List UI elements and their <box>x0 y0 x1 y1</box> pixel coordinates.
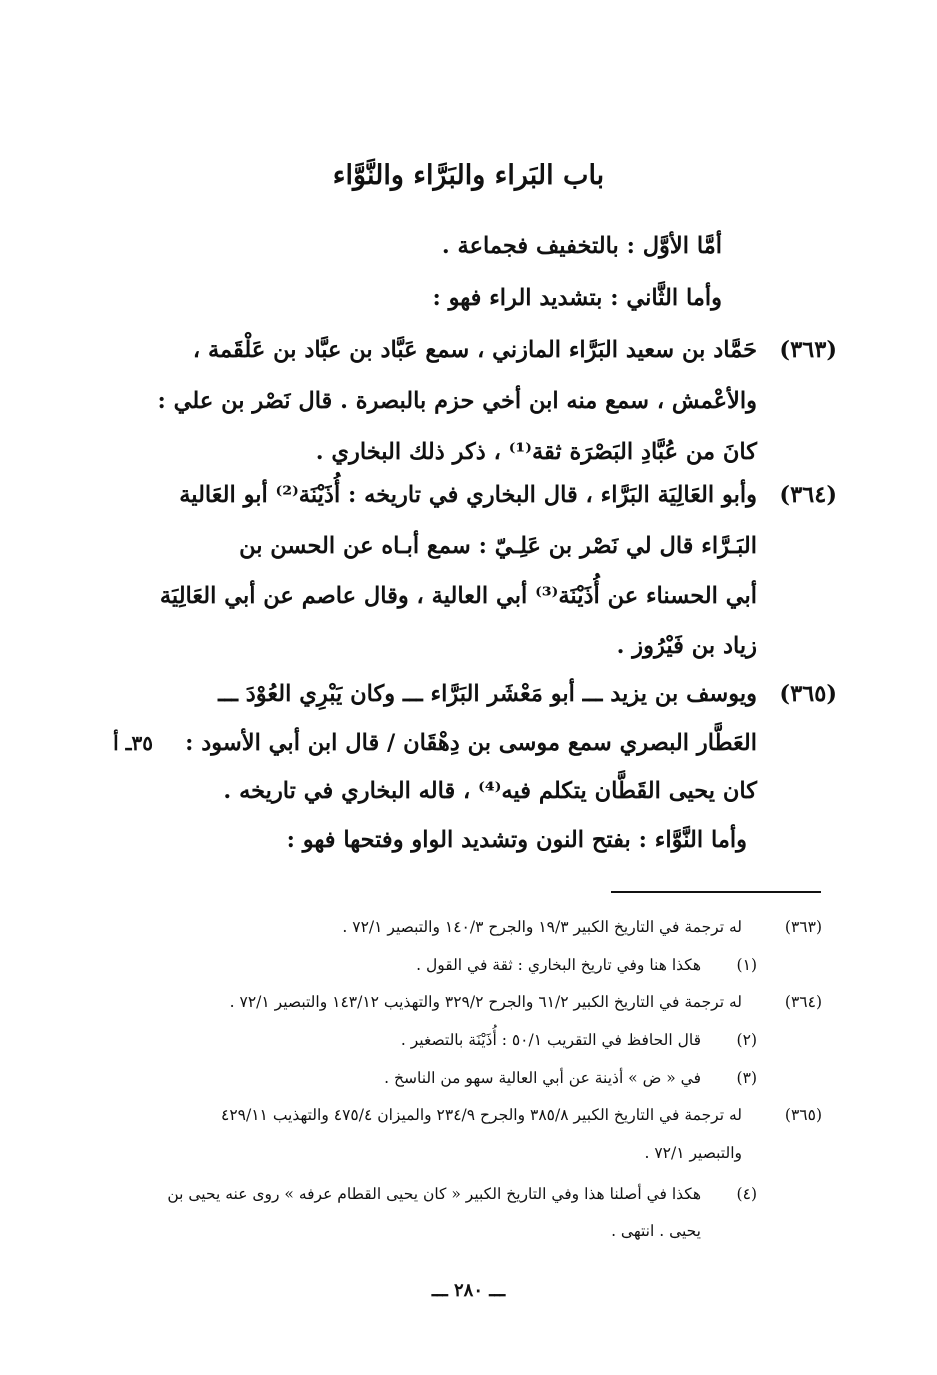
entry-number: (٣٦٤) <box>779 482 837 508</box>
intro-line-2: وأما الثَّاني : بتشديد الراء فهو : <box>432 285 722 311</box>
footnote-text: يحيى . انتهى . <box>611 1222 701 1240</box>
entry-line: وأبو العَالِيَة البَرَّاء ، قال البخاري في تاريخه : أُذَيْنَة⁽²⁾ أبو العَالية <box>179 482 757 508</box>
intro-line-1: أمَّا الأوَّل : بالتخفيف فجماعة . <box>441 233 722 259</box>
footnote-text: له ترجمة في التاريخ الكبير ١٩/٣ والجرح ١٤٠/٣ والتبصير ٧٢/١ . <box>342 918 742 936</box>
entry-line: أبي الحسناء عن أُذَيْنَة⁽³⁾ أبي العالية ، وقال عاصم عن أبي العَالِيَة <box>159 583 757 609</box>
footnote-number: (٤) <box>736 1185 757 1203</box>
footnote-separator <box>611 891 821 893</box>
footnote-number: (٣) <box>736 1069 757 1087</box>
chapter-title: باب البَراء والبَرَّاء والنَّوَّاء <box>332 160 605 191</box>
footnote-text: قال الحافظ في التقريب ٥٠/١ : أُذَيْنَة بالتصغير . <box>400 1031 701 1049</box>
footnote-number: (٣٦٣) <box>784 918 822 936</box>
footnote-text: له ترجمة في التاريخ الكبير ٦١/٢ والجرح ٣٢٩/٢ والتهذيب ١٤٣/١٢ والتبصير ٧٢/١ . <box>229 993 742 1011</box>
entry-line: كان يحيى القَطَّان يتكلم فيه⁽⁴⁾ ، قاله البخاري في تاريخه . <box>223 778 757 804</box>
entry-line: ويوسف بن يزيد ـــ أبو مَعْشَر البَرَّاء ـــ وكان يَبْرِي العُوْدَ ـــ <box>218 681 757 707</box>
footnote-text: والتبصير ٧٢/١ . <box>644 1144 742 1162</box>
entry-number: (٣٦٥) <box>779 681 837 707</box>
footnote-number: (٢) <box>736 1031 757 1049</box>
footnote-text: هكذا هنا وفي تاريخ البخاري : ثقة في القول . <box>416 956 701 974</box>
entry-line: كانَ من عُبَّادِ البَصْرَة ثقة⁽¹⁾ ، ذكر ذلك البخاري . <box>315 439 757 465</box>
entry-line: حَمَّاد بن سعيد البَرَّاء المازني ، سمع عَبَّاد بن عبَّاد بن عَلْقَمة ، <box>192 337 757 363</box>
entry-line: البَـرَّاء قال لي نَصْر بن عَلِـيّ : سمع أبـاه عن الحسن بن <box>239 533 757 559</box>
entry-number: (٣٦٣) <box>779 337 837 363</box>
closing-line: وأما النَّوَّاء : بفتح النون وتشديد الواو وفتحها فهو : <box>286 827 747 853</box>
footnote-number: (٣٦٤) <box>784 993 822 1011</box>
footnote-number: (١) <box>736 956 757 974</box>
entry-line: العَطَّار البصري سمع موسى بن دِهْقَان / قال ابن أبي الأسود : <box>185 730 757 756</box>
footnote-text: في « ض » أذينة عن أبي العالية سهو من الناسخ . <box>384 1069 701 1087</box>
footnote-text: له ترجمة في التاريخ الكبير ٣٨٥/٨ والجرح ٢٣٤/٩ والميزان ٤٧٥/٤ والتهذيب ٤٢٩/١١ <box>221 1106 742 1124</box>
entry-line: زياد بن فَيْرُوز . <box>616 633 757 659</box>
page-number: ـــ ٢٨٠ ـــ <box>431 1280 506 1301</box>
footnote-number: (٣٦٥) <box>784 1106 822 1124</box>
entry-line: والأعْمش ، سمع منه ابن أخي حزم بالبصرة . قال نَصْر بن علي : <box>157 388 757 414</box>
footnote-text: هكذا في أصلنا هذا وفي التاريخ الكبير « كان يحيى القطام عرفه » روى عنه يحيى بن <box>167 1185 701 1203</box>
margin-folio-note: ٣٥ـ أ <box>113 731 153 755</box>
